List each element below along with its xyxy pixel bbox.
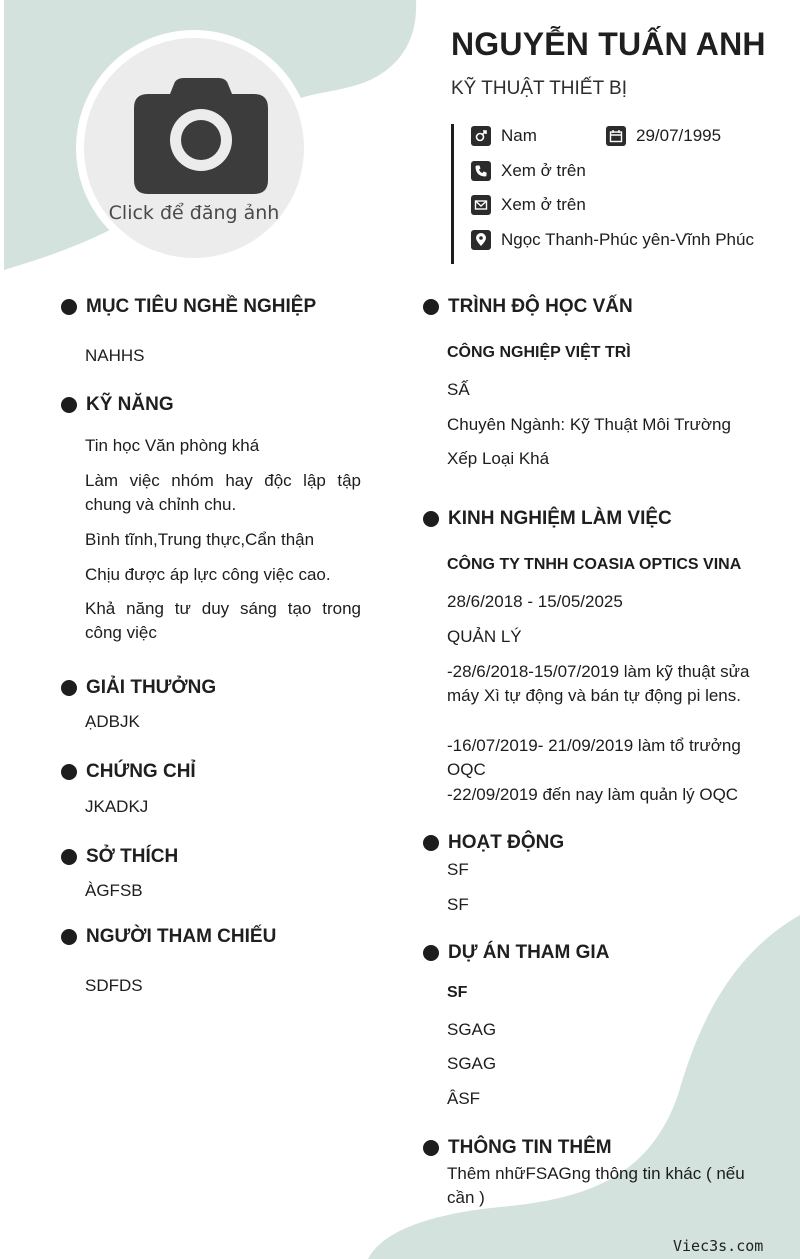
address-row [471, 230, 754, 250]
bullet-dot [61, 299, 77, 315]
references-title: NGƯỜI THAM CHIẾU [86, 926, 277, 947]
email-row [471, 195, 586, 215]
skill-item: Chịu được áp lực công việc cao. [85, 565, 331, 584]
address-value: Ngọc Thanh-Phúc yên-Vĩnh Phúc [501, 230, 754, 249]
activities-text: SF [447, 860, 469, 879]
project-detail: SGAG [447, 1054, 497, 1073]
skill-item: Làm việc nhóm hay độc lập tập chung và chỉnh chu. [85, 471, 361, 514]
references-heading [61, 926, 276, 948]
bullet-dot [423, 299, 439, 315]
education-grade: Xếp Loại Khá [447, 449, 550, 468]
experience-title: KINH NGHIỆM LÀM VIỆC [448, 508, 672, 529]
activities-title: HOẠT ĐỘNG [448, 832, 565, 853]
skill-item: Bình tĩnh,Trung thực,Cẩn thận [85, 530, 315, 549]
certificates-text: JKADKJ [85, 797, 149, 816]
calendar-icon [606, 126, 626, 146]
upload-photo-button[interactable] [84, 38, 304, 258]
hobbies-title: SỞ THÍCH [86, 846, 179, 867]
photo-caption: Click để đăng ảnh [108, 202, 280, 224]
bullet-dot [61, 680, 77, 696]
bullet-dot [423, 945, 439, 961]
education-major: Chuyên Ngành: Kỹ Thuật Môi Trường [447, 415, 731, 434]
email-value: Xem ở trên [501, 195, 586, 214]
camera-icon [134, 78, 268, 196]
activities-text: SF [447, 895, 469, 914]
education-heading [423, 296, 633, 318]
certificates-title: CHỨNG CHỈ [86, 761, 196, 782]
bullet-dot [61, 764, 77, 780]
bullet-dot [61, 849, 77, 865]
bullet-dot [61, 929, 77, 945]
additional-heading [423, 1137, 612, 1159]
gender-row [471, 126, 537, 146]
bullet-dot [423, 835, 439, 851]
skills-heading [61, 394, 174, 416]
additional-title: THÔNG TIN THÊM [448, 1137, 612, 1158]
bullet-dot [61, 397, 77, 413]
certificates-heading [61, 761, 196, 783]
location-pin-icon [471, 230, 491, 250]
objective-title: MỤC TIÊU NGHỀ NGHIỆP [86, 296, 317, 317]
objective-heading [61, 296, 316, 318]
avatar-frame [76, 30, 312, 266]
job-title: KỸ THUẬT THIẾT BỊ [451, 78, 627, 99]
experience-period: 28/6/2018 - 15/05/2025 [447, 592, 623, 611]
projects-heading [423, 942, 609, 964]
projects-title: DỰ ÁN THAM GIA [448, 942, 610, 963]
experience-description: -16/07/2019- 21/09/2019 làm tổ trưởng OQC [447, 736, 741, 779]
education-title: TRÌNH ĐỘ HỌC VẤN [448, 296, 633, 317]
hobbies-heading [61, 846, 178, 868]
phone-value: Xem ở trên [501, 161, 586, 180]
experience-description: -22/09/2019 đến nay làm quản lý OQC [447, 785, 739, 804]
brand-watermark: Viec3s.com [673, 1237, 764, 1255]
awards-heading [61, 677, 216, 699]
gender-icon [471, 126, 491, 146]
project-detail: ÂSF [447, 1089, 481, 1108]
info-divider [451, 124, 454, 264]
phone-row [471, 161, 586, 181]
bullet-dot [423, 1140, 439, 1156]
project-name: SF [447, 984, 468, 1001]
skill-item: Tin học Văn phòng khá [85, 436, 260, 455]
bullet-dot [423, 511, 439, 527]
skill-item: Khả năng tư duy sáng tạo trong công việc [85, 599, 361, 642]
objective-text: NAHHS [85, 346, 145, 365]
gender-value: Nam [501, 126, 537, 145]
birthday-row [606, 126, 721, 146]
references-text: SDFDS [85, 976, 143, 995]
additional-text: Thêm nhữFSAGng thông tin khác ( nếu cần ) [447, 1164, 745, 1207]
candidate-name: NGUYỄN TUẤN ANH [451, 26, 766, 62]
hobbies-text: ÀGFSB [85, 881, 143, 900]
activities-heading [423, 832, 564, 854]
experience-company: CÔNG TY TNHH COASIA OPTICS VINA [447, 556, 742, 573]
education-line: SẤ [447, 380, 470, 399]
experience-position: QUẢN LÝ [447, 627, 522, 646]
phone-icon [471, 161, 491, 181]
experience-description: -28/6/2018-15/07/2019 làm kỹ thuật sửa máy Xì tự động và bán tự động pi lens. [447, 662, 750, 705]
email-icon [471, 195, 491, 215]
experience-heading [423, 508, 672, 530]
birthday-value: 29/07/1995 [636, 126, 722, 145]
awards-title: GIẢI THƯỞNG [86, 677, 217, 698]
skills-title: KỸ NĂNG [86, 394, 174, 415]
project-detail: SGAG [447, 1020, 497, 1039]
awards-text: ẠDBJK [85, 712, 140, 731]
education-school: CÔNG NGHIỆP VIỆT TRÌ [447, 344, 631, 361]
